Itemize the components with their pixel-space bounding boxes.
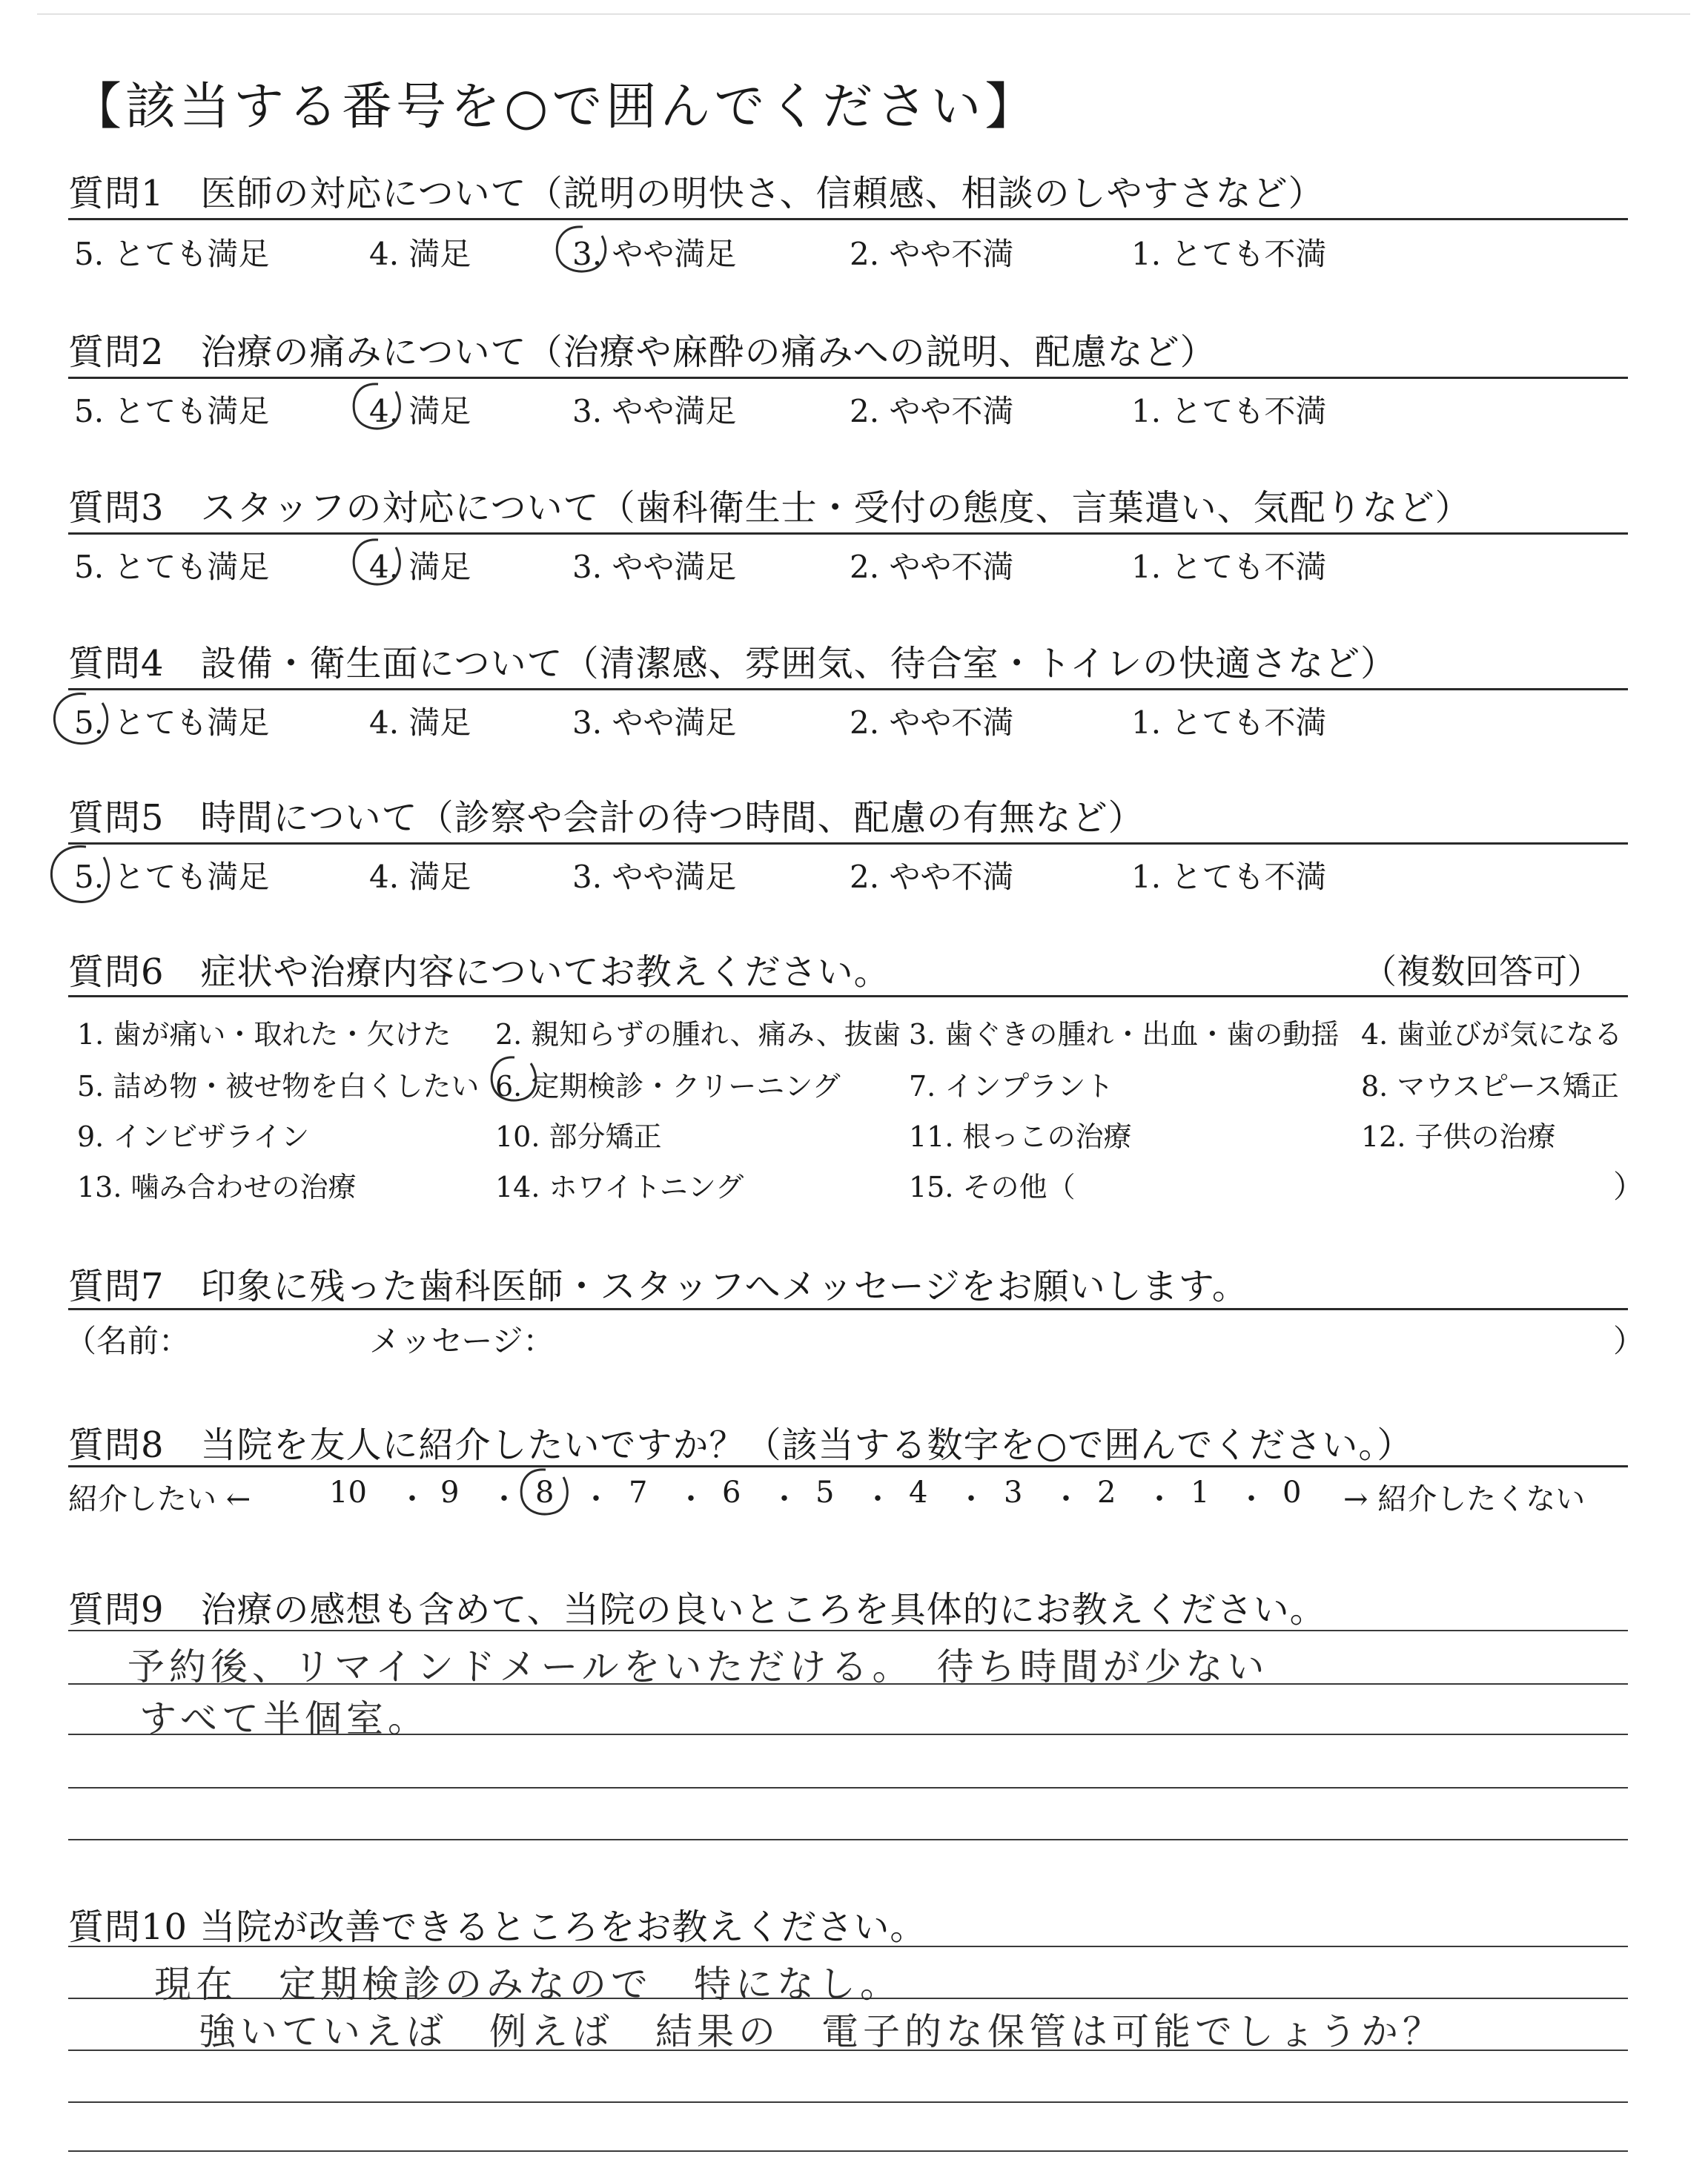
q1-option-2[interactable]: 2. やや不満 xyxy=(850,236,1014,272)
q2-title: 質問2 治療の痛みについて（治療や麻酔の痛みへの説明、配慮など） xyxy=(68,331,1217,373)
q1-option-5[interactable]: 5. とても満足 xyxy=(74,236,270,272)
q3-title: 質問3 スタッフの対応について（歯科衛生士・受付の態度、言葉遣い、気配りなど） xyxy=(68,487,1472,529)
q3-option-5[interactable]: 5. とても満足 xyxy=(74,549,270,585)
q3-option-2[interactable]: 2. やや不満 xyxy=(850,549,1014,585)
q10-answer-line xyxy=(68,1946,1628,1947)
q8-dot: ・ xyxy=(863,1482,893,1516)
q4-option-5[interactable]: 5. とても満足 xyxy=(74,704,270,741)
q5-option-2[interactable]: 2. やや不満 xyxy=(850,859,1014,895)
q2-option-4[interactable]: 4. 満足 xyxy=(369,393,471,429)
q4-option-4[interactable]: 4. 満足 xyxy=(369,704,471,741)
q7-message-label: メッセージ： xyxy=(369,1323,555,1359)
q4-option-1[interactable]: 1. とても不満 xyxy=(1131,704,1327,741)
q6-multiple-answers-note: （複数回答可） xyxy=(1363,951,1601,991)
q4-title: 質問4 設備・衛生面について（清潔感、雰囲気、待合室・トイレの快適さなど） xyxy=(68,643,1397,684)
q6-item-5[interactable]: 5. 詰め物・被せ物を白くしたい xyxy=(77,1070,480,1103)
q7-rule xyxy=(68,1308,1628,1310)
q6-item-11[interactable]: 11. 根っこの治療 xyxy=(909,1120,1132,1153)
q7-close-paren: ） xyxy=(1613,1323,1645,1359)
q1-option-4[interactable]: 4. 満足 xyxy=(369,236,471,272)
q8-scale-0[interactable]: 0 xyxy=(1282,1476,1302,1510)
q2-option-3[interactable]: 3. やや満足 xyxy=(572,393,737,429)
q1-option-3[interactable]: 3. やや満足 xyxy=(572,236,737,272)
q10-answer-line xyxy=(68,2150,1628,2152)
q4-option-2[interactable]: 2. やや不満 xyxy=(850,704,1014,741)
q6-selection-circle xyxy=(485,1053,543,1106)
q9-handwritten-line-1: 予約後、リマインドメールをいただける。 待ち時間が少ない xyxy=(128,1645,1269,1688)
form-instruction-header: 【該当する番号を○で囲んでください】 xyxy=(71,78,1039,136)
q6-item-15[interactable]: 15. その他（ xyxy=(909,1171,1076,1203)
q6-item-1[interactable]: 1. 歯が痛い・取れた・欠けた xyxy=(77,1018,451,1051)
q8-dot: ・ xyxy=(1051,1482,1081,1516)
q8-scale-4[interactable]: 4 xyxy=(909,1476,928,1510)
q4-selection-circle xyxy=(47,688,116,750)
q5-option-5[interactable]: 5. とても満足 xyxy=(74,859,270,895)
q5-option-3[interactable]: 3. やや満足 xyxy=(572,859,737,895)
q6-item-9[interactable]: 9. インビザライン xyxy=(77,1120,310,1153)
q7-name-label: （名前： xyxy=(65,1323,191,1359)
q6-item-10[interactable]: 10. 部分矯正 xyxy=(495,1120,662,1153)
q6-title: 質問6 症状や治療内容についてお教えください。 xyxy=(68,951,890,993)
q2-rule xyxy=(68,377,1628,379)
q5-selection-circle xyxy=(44,841,119,909)
q6-item-3[interactable]: 3. 歯ぐきの腫れ・出血・歯の動揺 xyxy=(909,1018,1340,1051)
q9-handwritten-line-2: すべて半個室。 xyxy=(139,1697,429,1740)
q4-rule xyxy=(68,688,1628,690)
q8-left-label: 紹介したい ← xyxy=(68,1482,251,1516)
q8-scale-7[interactable]: 7 xyxy=(629,1476,648,1510)
q9-answer-line xyxy=(68,1839,1628,1840)
q6-item-14[interactable]: 14. ホワイトニング xyxy=(495,1171,744,1203)
q2-selection-circle xyxy=(347,380,406,435)
q1-selection-circle xyxy=(550,222,612,277)
q10-title: 質問10 当院が改善できるところをお教えください。 xyxy=(68,1906,927,1948)
q4-option-3[interactable]: 3. やや満足 xyxy=(572,704,737,741)
q8-scale-9[interactable]: 9 xyxy=(440,1476,460,1510)
q1-option-1[interactable]: 1. とても不満 xyxy=(1131,236,1327,272)
q8-scale-3[interactable]: 3 xyxy=(1004,1476,1023,1510)
q8-dot: ・ xyxy=(489,1482,519,1516)
q5-option-4[interactable]: 4. 満足 xyxy=(369,859,471,895)
q8-dot: ・ xyxy=(1145,1482,1174,1516)
q3-option-3[interactable]: 3. やや満足 xyxy=(572,549,737,585)
q8-scale-5[interactable]: 5 xyxy=(815,1476,835,1510)
q9-answer-line xyxy=(68,1630,1628,1631)
q6-item-2[interactable]: 2. 親知らずの腫れ、痛み、抜歯 xyxy=(495,1018,901,1051)
q6-item-12[interactable]: 12. 子供の治療 xyxy=(1361,1120,1556,1153)
q6-rule xyxy=(68,995,1628,997)
q8-dot: ・ xyxy=(397,1482,427,1516)
q8-selection-circle xyxy=(514,1465,574,1520)
q7-title: 質問7 印象に残った歯科医師・スタッフへメッセージをお願いします。 xyxy=(68,1266,1248,1307)
q8-dot: ・ xyxy=(581,1482,611,1516)
q5-rule xyxy=(68,842,1628,845)
q6-item-7[interactable]: 7. インプラント xyxy=(909,1070,1114,1103)
q5-title: 質問5 時間について（診察や会計の待つ時間、配慮の有無など） xyxy=(68,797,1145,839)
top-edge xyxy=(37,13,1690,15)
q6-other-close-paren: ） xyxy=(1613,1169,1645,1205)
q8-dot: ・ xyxy=(769,1482,799,1516)
q6-item-8[interactable]: 8. マウスピース矯正 xyxy=(1361,1070,1619,1103)
q3-option-4[interactable]: 4. 満足 xyxy=(369,549,471,585)
q6-item-4[interactable]: 4. 歯並びが気になる xyxy=(1361,1018,1623,1051)
q10-answer-line xyxy=(68,2101,1628,2103)
q9-answer-line xyxy=(68,1787,1628,1789)
q8-dot: ・ xyxy=(956,1482,986,1516)
q3-option-1[interactable]: 1. とても不満 xyxy=(1131,549,1327,585)
q2-option-1[interactable]: 1. とても不満 xyxy=(1131,393,1327,429)
q10-handwritten-line-1: 現在 定期検診のみなので 特になし。 xyxy=(154,1963,901,2006)
q8-right-label: → 紹介したくない xyxy=(1343,1482,1586,1516)
q2-option-5[interactable]: 5. とても満足 xyxy=(74,393,270,429)
q8-scale-10[interactable]: 10 xyxy=(329,1476,367,1510)
q8-scale-8[interactable]: 8 xyxy=(535,1476,555,1510)
q8-dot: ・ xyxy=(676,1482,706,1516)
q6-item-6[interactable]: 6. 定期検診・クリーニング xyxy=(495,1070,841,1103)
q8-scale-1[interactable]: 1 xyxy=(1191,1476,1210,1510)
q9-title: 質問9 治療の感想も含めて、当院の良いところを具体的にお教えください。 xyxy=(68,1589,1326,1631)
q8-scale-6[interactable]: 6 xyxy=(722,1476,741,1510)
q3-selection-circle xyxy=(347,535,406,590)
q3-rule xyxy=(68,532,1628,535)
q8-title: 質問8 当院を友人に紹介したいですか？（該当する数字を○で囲んでください。） xyxy=(68,1424,1414,1466)
q2-option-2[interactable]: 2. やや不満 xyxy=(850,393,1014,429)
q8-rule xyxy=(68,1465,1628,1467)
q1-title: 質問1 医師の対応について（説明の明快さ、信頼感、相談のしやすさなど） xyxy=(68,173,1325,214)
q8-scale-2[interactable]: 2 xyxy=(1097,1476,1116,1510)
q6-item-13[interactable]: 13. 噛み合わせの治療 xyxy=(77,1171,357,1203)
q10-handwritten-line-2: 強いていえば 例えば 結果の 電子的な保管は可能でしょうか？ xyxy=(199,2010,1444,2053)
q8-dot: ・ xyxy=(1237,1482,1266,1516)
q1-rule xyxy=(68,218,1628,220)
q5-option-1[interactable]: 1. とても不満 xyxy=(1131,859,1327,895)
